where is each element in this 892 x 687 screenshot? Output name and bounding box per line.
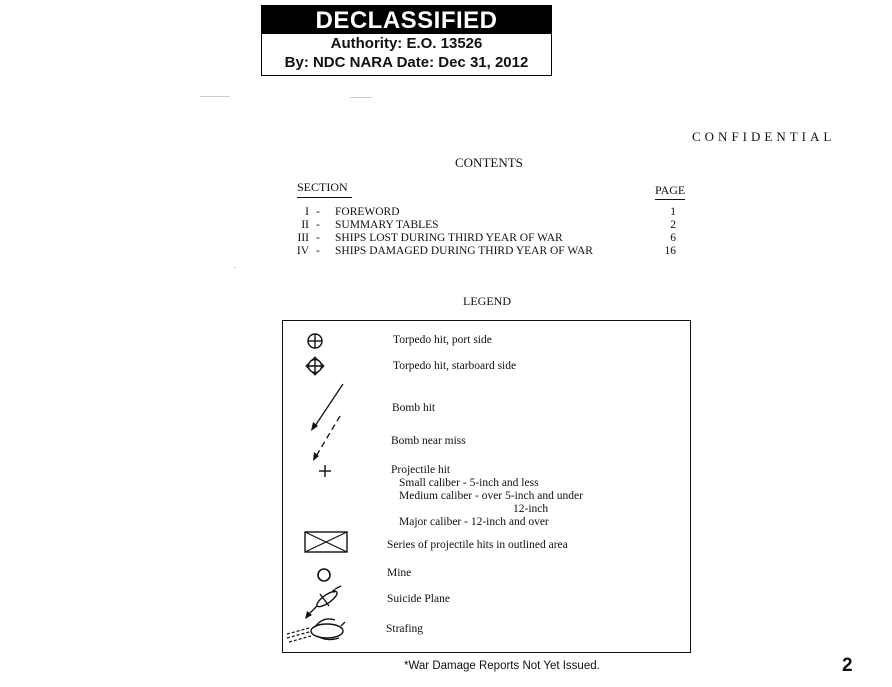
toc-dash: - [316,206,320,218]
legend-series-hits: Series of projectile hits in outlined area [387,539,568,551]
toc-section-number: III [297,232,309,244]
toc-row [286,232,686,245]
legend-title: LEGEND [463,294,511,308]
torpedo-port-icon [306,332,324,350]
toc-page-number: 6 [670,232,676,244]
legend-torpedo-starboard: Torpedo hit, starboard side [393,360,517,372]
legend-suicide-plane: Suicide Plane [387,593,450,605]
toc-dash: - [316,232,320,244]
bomb-near-miss-dashed-arrow-icon [309,414,345,464]
legend-bomb-near-miss: Bomb near miss [391,435,466,447]
toc-section-number: IV [296,245,309,257]
stamp-title: DECLASSIFIED [262,6,551,34]
legend-medium-caliber-continued: 12-inch [513,503,549,515]
torpedo-starboard-icon [305,356,325,376]
scan-speck [234,267,236,268]
toc-section-title: SUMMARY TABLES [335,219,439,231]
mine-circle-icon [316,567,332,583]
declassified-stamp [261,5,552,76]
toc-section-number: II [301,219,309,231]
projectile-plus-icon [318,464,332,478]
legend-torpedo-port: Torpedo hit, port side [393,334,492,346]
toc-page-number: 2 [670,219,676,231]
crossed-box-icon [304,531,348,553]
legend-major-caliber: Major caliber - 12-inch and over [399,516,549,528]
toc-page-number: 1 [670,206,676,218]
toc-page-number: 16 [664,245,676,257]
toc-row [286,206,686,219]
toc-row [286,219,686,232]
toc-section-title: SHIPS LOST DURING THIRD YEAR OF WAR [335,232,563,244]
legend-bomb-hit: Bomb hit [392,402,436,414]
legend-mine: Mine [387,567,412,579]
scan-speck [200,96,230,97]
legend-medium-caliber: Medium caliber - over 5-inch and under [399,490,583,502]
legend-small-caliber: Small caliber - 5-inch and less [399,477,539,489]
legend-strafing: Strafing [386,623,424,635]
toc-dash: - [316,245,320,257]
footnote: *War Damage Reports Not Yet Issued. [404,660,600,672]
stamp-authority: Authority: E.O. 13526 [330,35,483,52]
toc-section-number: I [305,206,309,218]
stamp-by-date: By: NDC NARA Date: Dec 31, 2012 [284,54,529,71]
page-number: 2 [842,655,853,676]
toc-section-title: SHIPS DAMAGED DURING THIRD YEAR OF WAR [335,245,593,257]
contents-title: CONTENTS [455,155,523,170]
toc-dash: - [316,219,320,231]
table-of-contents [286,206,686,258]
section-header: SECTION [297,180,348,194]
toc-section-title: FOREWORD [335,206,400,218]
toc-row [286,245,686,258]
page-header: PAGE [655,183,686,197]
scan-speck [350,97,372,98]
classification-marking: CONFIDENTIAL [692,129,836,144]
legend-box [282,320,691,653]
strafing-plane-icon [285,612,347,646]
legend-projectile-hit: Projectile hit [391,464,451,476]
